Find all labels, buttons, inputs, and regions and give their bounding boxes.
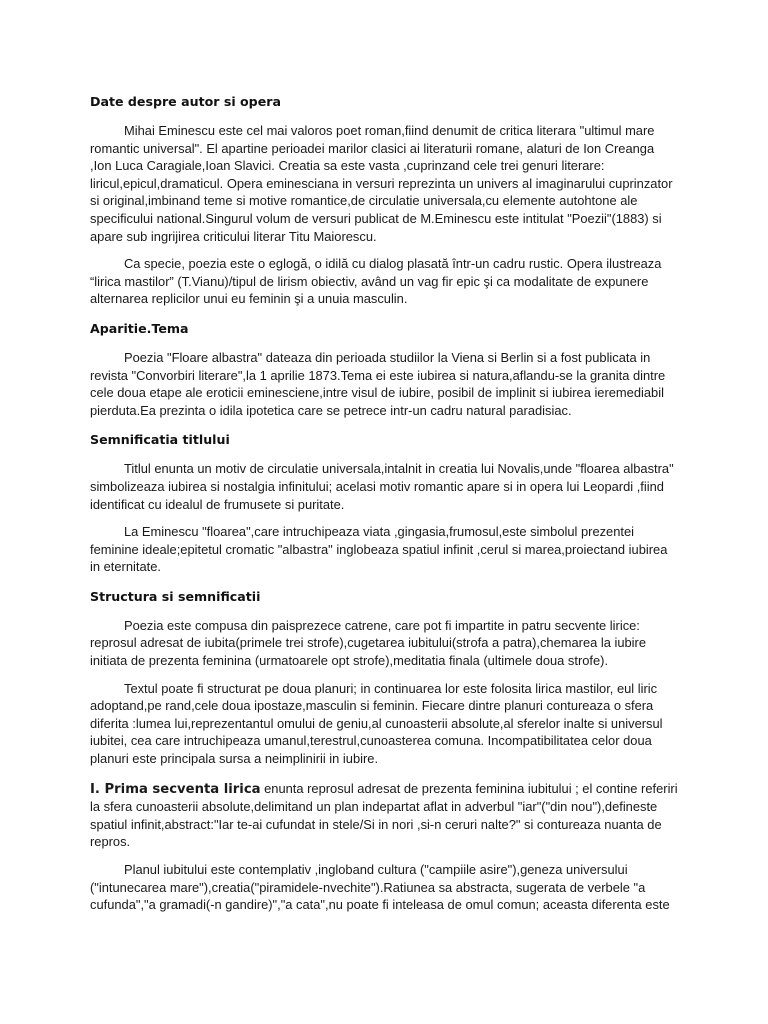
heading-structura-si-semnificatii: Structura si semnificatii bbox=[90, 588, 261, 604]
heading-semnificatia-titlului: Semnificatia titlului bbox=[90, 432, 230, 448]
paragraph: Planul iubitului este contemplativ ,ingloband cultura ("campiile asire"),geneza universului ("intunecarea mare"),creatia("piramidele-nvechite").Ratiunea sa abstracta, sugerata de verbele "a cufunda","a gramadi(-n gandire)","a cata",nu poate fi inteleasa de omul comun; aceasta diferenta este bbox=[90, 862, 670, 913]
paragraph: Poezia "Floare albastra" dateaza din perioada studiilor la Viena si Berlin si a fost publicata in revista "Convorbiri literare",la 1 aprilie 1873.Tema ei este iubirea si natura,aflandu-se la granita dintre cele doua etape ale eroticii eminesciene,intre visul de iubire, posibil de implinit si iubirea ieremediabil pierduta.Ea prezinta o idila ipotetica care se petrece intr-un cadru natural paradisiac. bbox=[90, 349, 666, 418]
paragraph: Poezia este compusa din paisprezece catrene, care pot fi impartite in patru secvente lirice: reprosul adresat de iubita(primele trei strofe),cugetarea iubitului(strofa a patra),chemarea la iubire initiata de prezenta feminina (urmatoarele opt strofe),meditatia finala (ultimele doua strofe). bbox=[90, 617, 647, 669]
paragraph: Textul poate fi structurat pe doua planuri; in continuarea lor este folosita lirica mastilor, eul liric adoptand,pe rand,cele doua ipostaze,masculin si feminin. Fiecare dintre planuri contureaza o sfera diferita :lumea lui,reprezentantul omului de geniu,al cunoasterii absolute,al sferelor inalte si universul iubitei, cea care intruchipeaza umanul,terestrul,cunoasterea comuna. Incompatibilitatea celor doua planuri este principala sursa a neimplinirii in iubire. bbox=[90, 680, 663, 767]
paragraph: Ca specie, poezia este o eglogă, o idilă cu dialog plasată într-un cadru rustic. Opera ilustreaza “lirica mastilor” (T.Vianu)/tipul de lirism obiectiv, având un vag fir epic şi ca modalitate de expunere alternarea replicilor unui eu feminin şi a unuia masculin. bbox=[90, 256, 662, 307]
paragraph: Titlul enunta un motiv de circulatie universala,intalnit in creatia lui Novalis,unde "floarea albastra" simbolizeaza iubirea si nostalgia infinitului; acelasi motiv romantic apare si in opera lui Leopardi ,fiind identificat cu idealul de frumusete si puritate. bbox=[90, 461, 674, 512]
paragraph: Mihai Eminescu este cel mai valoros poet roman,fiind denumit de critica literara "ultimul mare romantic universal". El apartine perioadei marilor clasici ai literaturii romane, alaturi de Ion Creanga ,Ion Luca Caragiale,Ioan Slavici. Creatia sa este vasta ,cuprinzand cele trei genuri literare: liricul,epicul,dramaticul. Opera eminesciana in versuri reprezinta un univers al imaginarului cuprinzator si original,imbinand teme si motive romantice,de circulatie universala,cu elemente autohtone ale specificului national.Singurul volum de versuri publicat de M.Eminescu este intitulat "Poezii"(1883) si apare sub ingrijirea criticului literar Titu Maiorescu. bbox=[90, 123, 673, 244]
heading-aparitie-tema: Aparitie.Tema bbox=[90, 320, 189, 336]
paragraph: La Eminescu "floarea",care intruchipeaza viata ,gingasia,frumosul,este simbolul prezentei feminine ideale;epitetul cromatic "albastra" inglobeaza spatiul infinit ,cerul si marea,proiectand iubirea in eternitate. bbox=[90, 524, 668, 575]
paragraph-prima-secventa bbox=[90, 780, 678, 851]
heading-date-despre-autor: Date despre autor si opera bbox=[90, 94, 281, 109]
paragraph-text: enunta reprosul adresat de prezenta feminina iubitului ; el contine referiri la sfera cunoasterii absolute,delimitand un plan indepartat aflat in adverbul "iar"("din nou"),defineste spatiul infinit,abstract:"Iar te-ai cufundat in stele/Si in nori ,si-n ceruri nalte?" si contureaza nuanta de repros. bbox=[90, 780, 678, 850]
paragraph-lead-bold: I. Prima secventa lirica bbox=[90, 781, 261, 797]
